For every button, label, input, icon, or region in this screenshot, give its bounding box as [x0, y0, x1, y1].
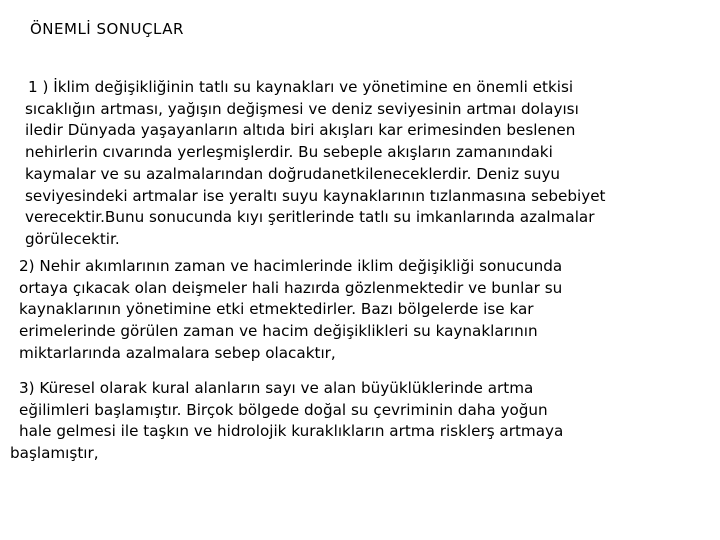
text-line: hale gelmesi ile taşkın ve hidrolojik kuraklıkların artma risklerş artmaya [19, 422, 564, 441]
page-title: ÖNEMLİ SONUÇLAR [30, 20, 184, 38]
text-line: iledir Dünyada yaşayanların altıda biri akışları kar erimesinden beslenen [25, 121, 576, 140]
text-line: görülecektir. [25, 229, 120, 248]
text-line: verecektir.Bunu sonucunda kıyı şeritlerinde tatlı su imkanlarında azalmalar [25, 208, 595, 227]
text-line: kaymalar ve su azalmalarından doğrudanetkileneceklerdir. Deniz suyu [25, 164, 561, 183]
text-line: kaynaklarının yönetimine etki etmektedirler. Bazı bölgelerde ise kar [19, 300, 534, 319]
text-line: ortaya çıkacak olan deişmeler hali hazırda gözlenmektedir ve bunlar su [19, 278, 563, 297]
text-line: erimelerinde görülen zaman ve hacim değişiklikleri su kaynaklarının [19, 322, 538, 341]
text-line: nehirlerin cıvarında yerleşmişlerdir. Bu sebeple akışların zamanındaki [25, 143, 553, 162]
text-line: seviyesindeki artmalar ise yeraltı suyu kaynaklarının tızlanmasına sebebiyet [25, 186, 606, 205]
text-line: miktarlarında azalmalara sebep olacaktır, [19, 343, 336, 362]
text-line: eğilimleri başlamıştır. Birçok bölgede doğal su çevriminin daha yoğun [19, 400, 548, 419]
text-line: 3) Küresel olarak kural alanların sayı ve alan büyüklüklerinde artma [19, 379, 534, 397]
paragraph-3 [10, 378, 564, 465]
text-line: 1 ) İklim değişikliğinin tatlı su kaynakları ve yönetimine en önemli etkisi [28, 78, 574, 96]
paragraph-2 [19, 256, 562, 365]
text-line: sıcaklığın artması, yağışın değişmesi ve deniz seviyesinin artmaı dolayısı [25, 99, 579, 118]
text-line: 2) Nehir akımlarının zaman ve hacimlerinde iklim değişikliği sonucunda [19, 257, 563, 275]
text-line: başlamıştır, [10, 444, 99, 463]
paragraph-1 [25, 77, 606, 251]
